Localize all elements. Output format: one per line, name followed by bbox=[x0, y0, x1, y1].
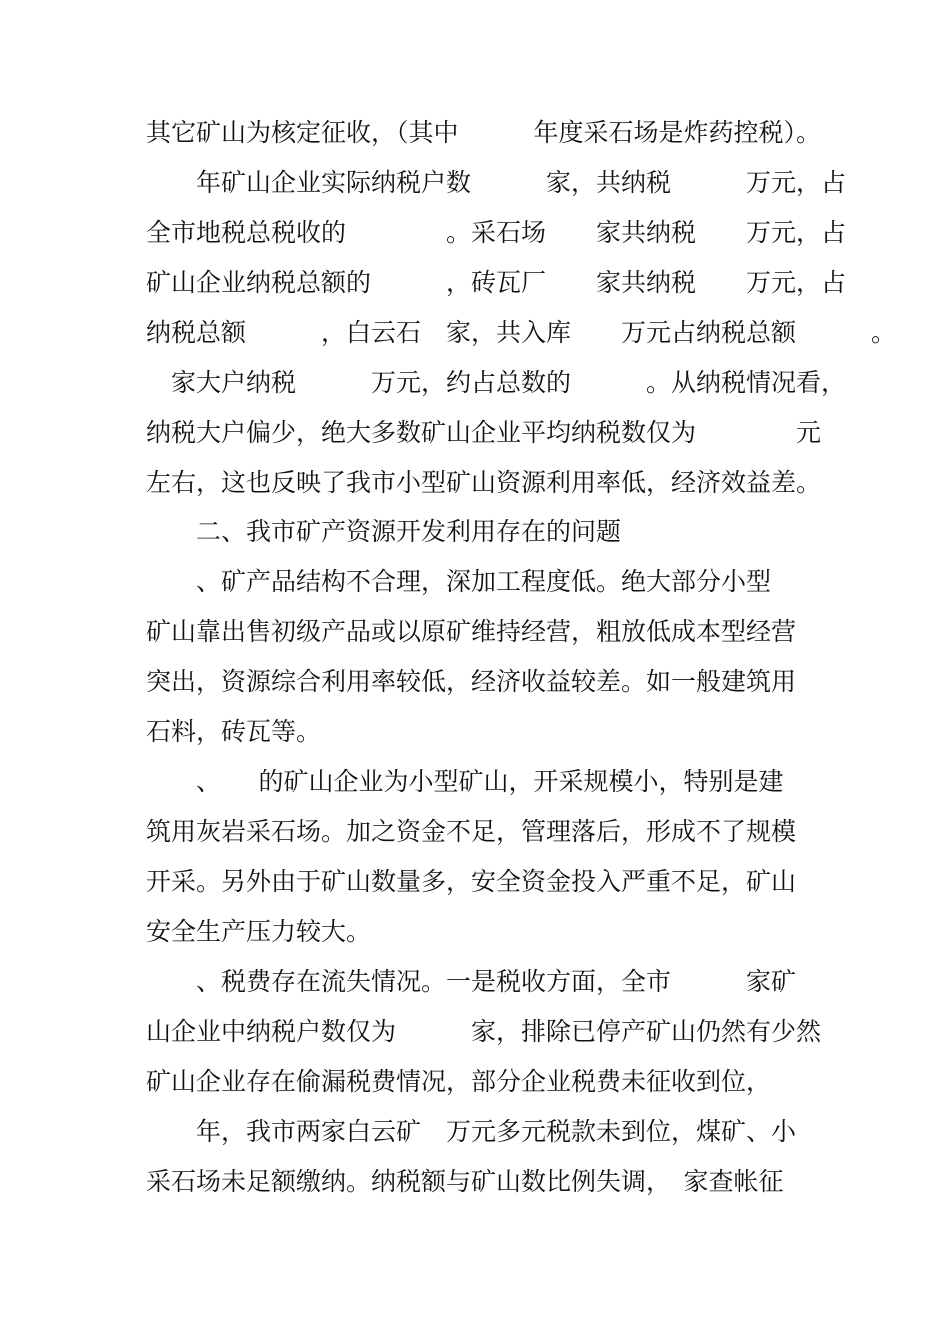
text-line: 、矿产品结构不合理，深加工程度低。绝大部分小型 bbox=[146, 567, 772, 596]
text-line: 山企业中纳税户数仅为 家，排除已停产矿山仍然有少然 bbox=[146, 1017, 822, 1046]
text-line: 左右，这也反映了我市小型矿山资源利用率低，经济效益差。 bbox=[146, 468, 822, 497]
text-line: 纳税总额 ，白云石 家，共入库 万元占纳税总额 。 bbox=[146, 318, 897, 347]
text-line: 矿山靠出售初级产品或以原矿维持经营，粗放低成本型经营 bbox=[146, 617, 797, 646]
text-line: 突出，资源综合利用率较低，经济收益较差。如一般建筑用 bbox=[146, 667, 797, 696]
text-line: 、 的矿山企业为小型矿山，开采规模小，特别是建 bbox=[146, 767, 784, 796]
section-heading: 二、我市矿产资源开发利用存在的问题 bbox=[146, 517, 622, 546]
text-line: 纳税大户偏少，绝大多数矿山企业平均纳税数仅为 元 bbox=[146, 418, 822, 447]
text-line: 采石场未足额缴纳。纳税额与矿山数比例失调， 家查帐征 bbox=[146, 1167, 784, 1196]
text-line: 全市地税总税收的 。采石场 家共纳税 万元，占 bbox=[146, 218, 847, 247]
text-line: 矿山企业存在偷漏税费情况，部分企业税费未征收到位， bbox=[146, 1067, 772, 1096]
text-line: 其它矿山为核定征收，（其中 年度采石场是炸药控税）。 bbox=[146, 118, 822, 147]
text-line: 年，我市两家白云矿 万元多元税款未到位，煤矿、小 bbox=[146, 1117, 797, 1146]
text-line: 、税费存在流失情况。一是税收方面，全市 家矿 bbox=[146, 967, 797, 996]
text-line: 安全生产压力较大。 bbox=[146, 917, 372, 946]
text-line: 年矿山企业实际纳税户数 家，共纳税 万元，占 bbox=[146, 168, 847, 197]
text-line: 矿山企业纳税总额的 ，砖瓦厂 家共纳税 万元，占 bbox=[146, 268, 847, 297]
text-line: 开采。另外由于矿山数量多，安全资金投入严重不足，矿山 bbox=[146, 867, 797, 896]
text-line: 筑用灰岩采石场。加之资金不足，管理落后，形成不了规模 bbox=[146, 817, 797, 846]
text-line: 石料，砖瓦等。 bbox=[146, 717, 322, 746]
text-line: 家大户纳税 万元，约占总数的 。从纳税情况看， bbox=[146, 368, 847, 397]
